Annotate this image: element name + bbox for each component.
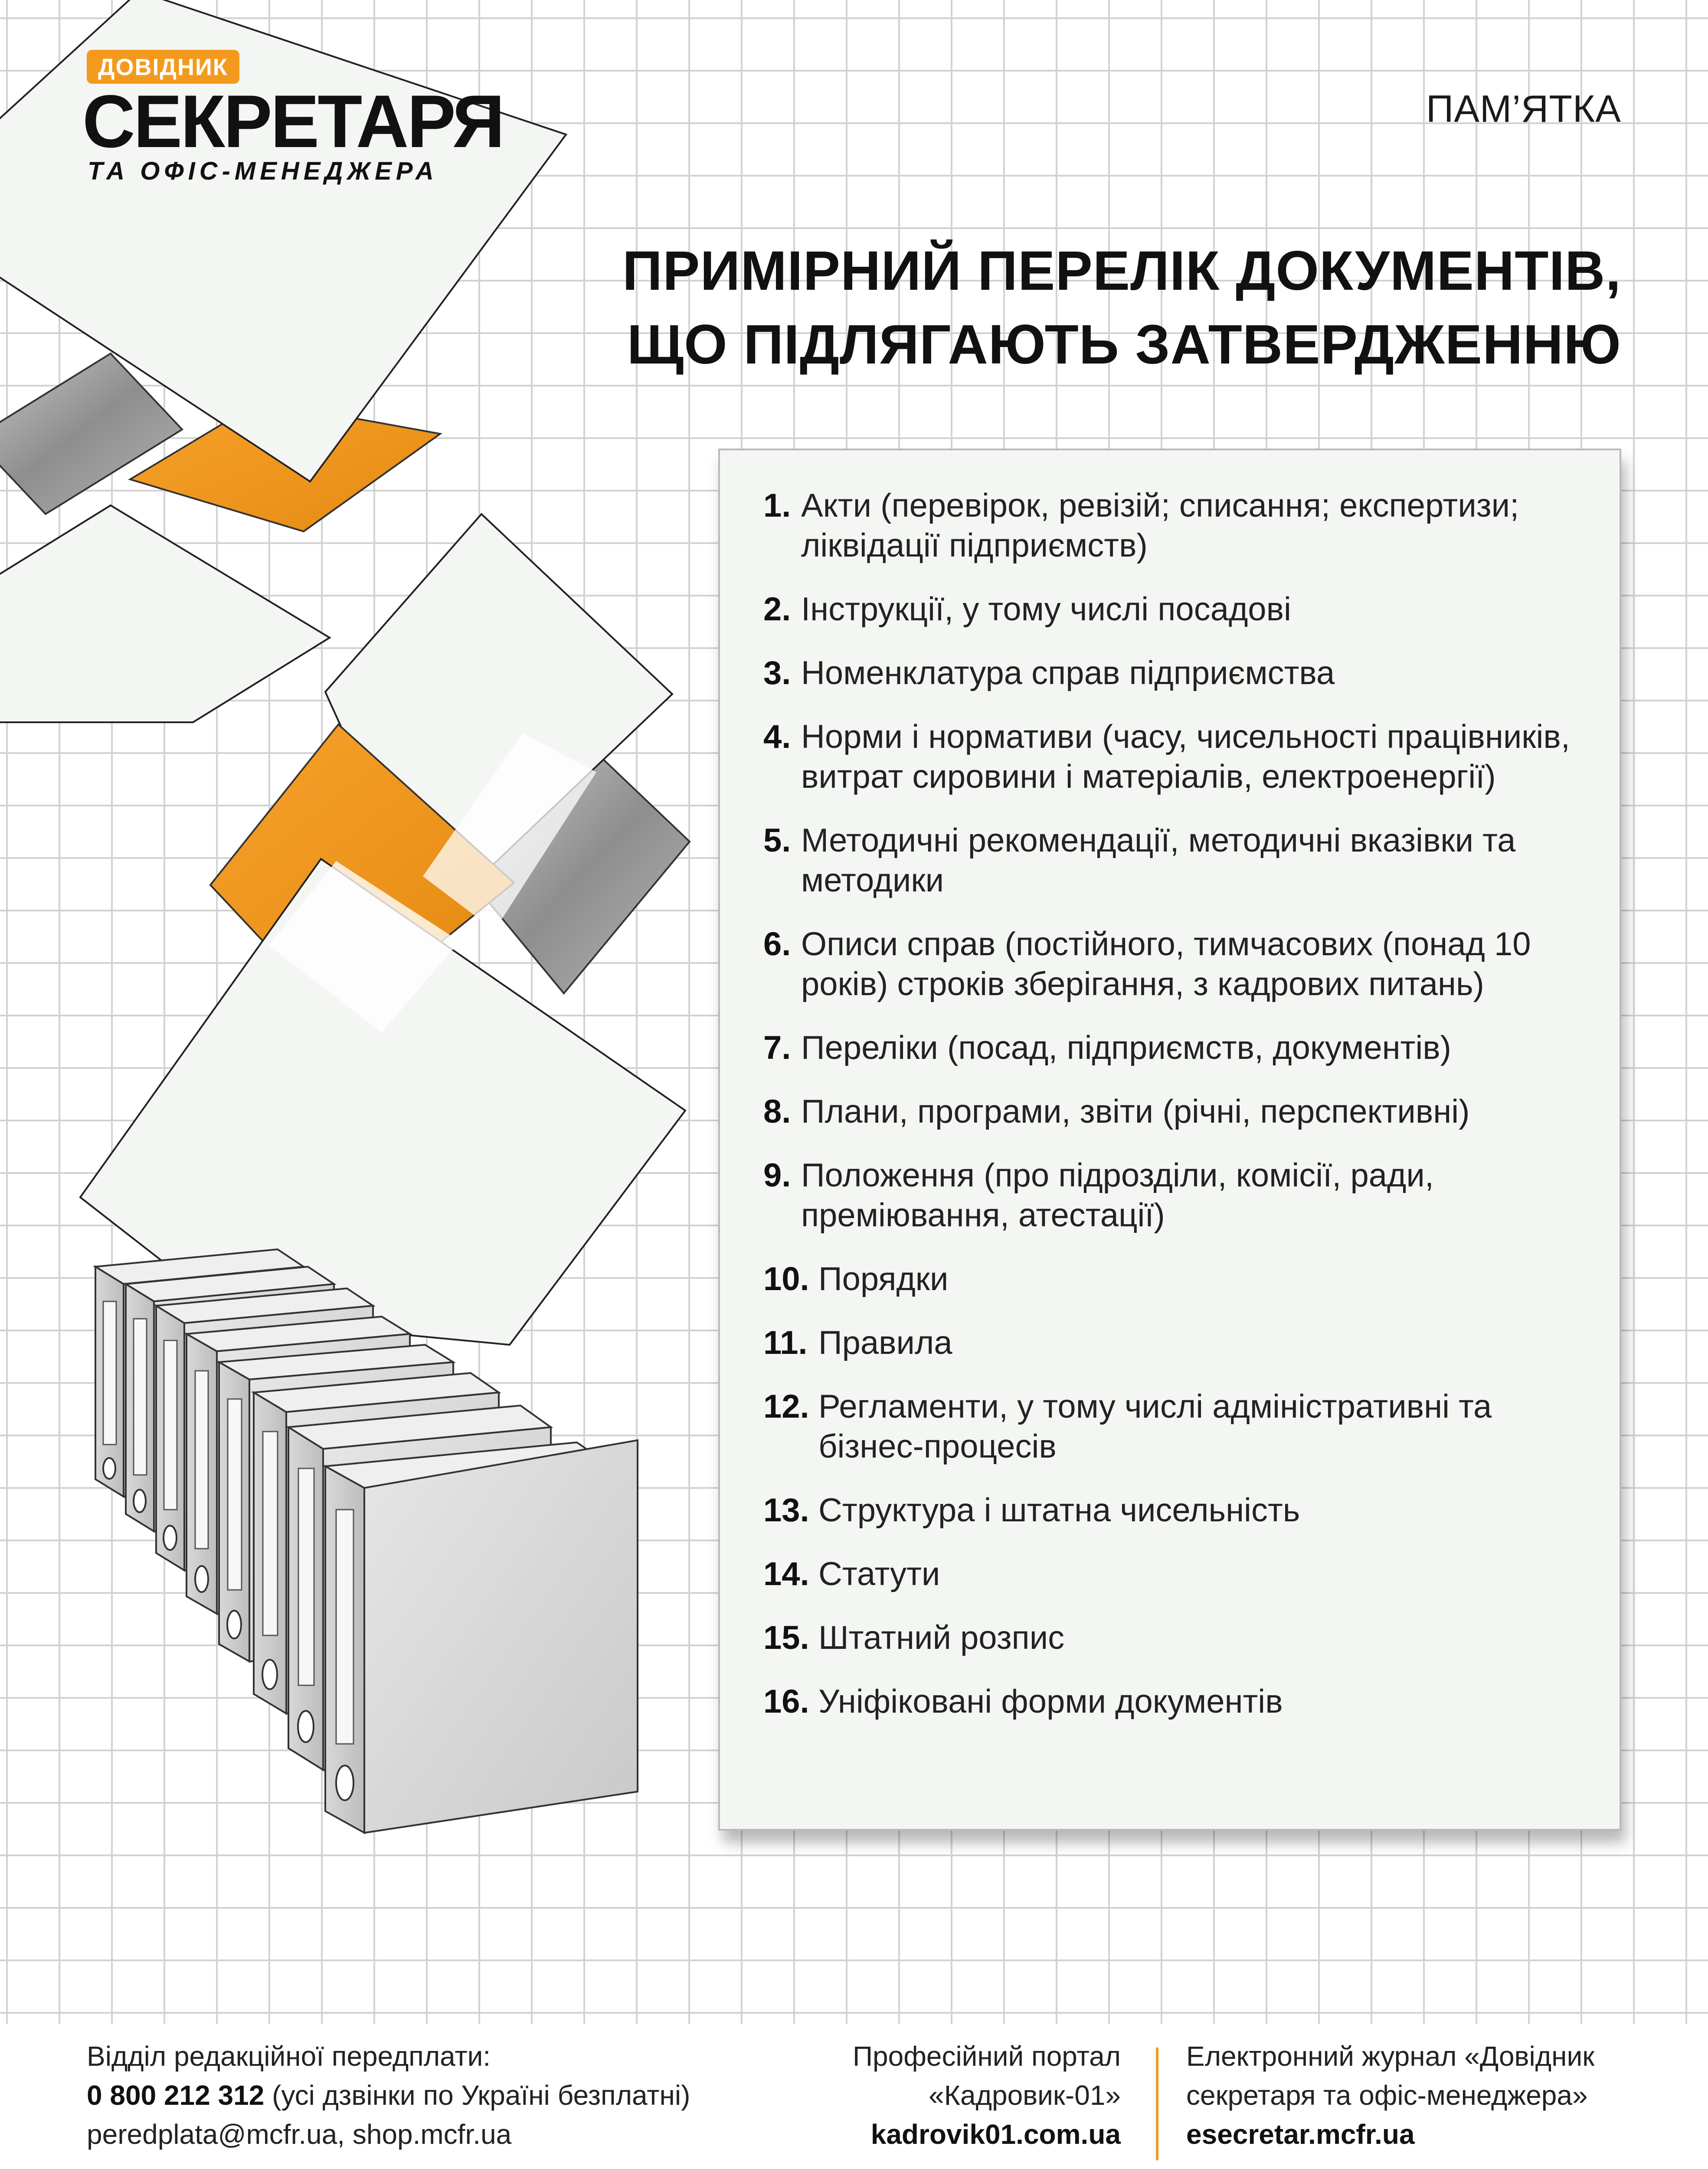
- item-text: Правила: [818, 1324, 952, 1361]
- item-number: 8.: [763, 1093, 791, 1130]
- item-text: Структура і штатна чисельність: [818, 1492, 1300, 1529]
- list-item: [763, 1491, 1600, 1530]
- item-text: Переліки (посад, підприємств, документів): [801, 1029, 1451, 1066]
- item-text: Плани, програми, звіти (річні, перспективні): [801, 1093, 1470, 1130]
- journal-name: секретаря та офіс-менеджера»: [1186, 2080, 1588, 2111]
- list-item: [763, 1259, 1600, 1299]
- list-item: [763, 821, 1600, 901]
- binder-row: [95, 1249, 638, 1833]
- logo-title: СЕКРЕТАРЯ: [82, 80, 504, 163]
- item-text: Інструкції, у тому числі посадові: [801, 591, 1291, 628]
- item-text: Описи справ (постійного, тимчасових (понад 10 років) строків зберігання, з кадрових питань): [801, 926, 1531, 1003]
- title-line-1: ПРИМІРНИЙ ПЕРЕЛІК ДОКУМЕНТІВ,: [622, 240, 1621, 302]
- item-text: Статути: [818, 1556, 940, 1592]
- document-list: [763, 486, 1600, 1746]
- portal-heading: Професійний портал: [853, 2041, 1121, 2072]
- portal-link[interactable]: kadrovik01.com.ua: [870, 2119, 1121, 2150]
- item-text: Акти (перевірок, ревізій; списання; експертизи; ліквідації підприємств): [801, 487, 1519, 564]
- item-number: 14.: [763, 1556, 809, 1592]
- item-number: 15.: [763, 1619, 809, 1656]
- subscription-links[interactable]: peredplata@mcfr.ua, shop.mcfr.ua: [87, 2119, 512, 2150]
- list-item: [763, 1387, 1600, 1467]
- light-tile-left: [0, 505, 330, 722]
- memo-label: ПАМ’ЯТКА: [1426, 87, 1621, 130]
- item-number: 3.: [763, 655, 791, 691]
- item-number: 6.: [763, 926, 791, 963]
- item-number: 9.: [763, 1157, 791, 1194]
- binder-front: [325, 1440, 638, 1833]
- page-title: [450, 234, 1621, 382]
- item-text: Норми і нормативи (часу, чисельності працівників, витрат сировини і матеріалів, електроенергії): [801, 718, 1570, 795]
- portal-info: [730, 2037, 1121, 2154]
- item-number: 4.: [763, 718, 791, 755]
- item-text: Положення (про підрозділи, комісії, ради, преміювання, атестації): [801, 1157, 1434, 1234]
- title-line-2: ЩО ПІДЛЯГАЮТЬ ЗАТВЕРДЖЕННЮ: [627, 314, 1621, 376]
- item-number: 10.: [763, 1261, 809, 1297]
- list-item: [763, 1554, 1600, 1594]
- list-item: [763, 924, 1600, 1004]
- footer: [0, 2024, 1708, 2169]
- list-item: [763, 1618, 1600, 1658]
- list-item: [763, 1323, 1600, 1363]
- item-number: 12.: [763, 1388, 809, 1425]
- list-item: [763, 1682, 1600, 1722]
- item-number: 16.: [763, 1683, 809, 1720]
- document-list-card: [718, 449, 1621, 1831]
- list-item: [763, 1156, 1600, 1235]
- footer-divider: [1156, 2048, 1158, 2160]
- item-text: Методичні рекомендації, методичні вказівки та методики: [801, 822, 1516, 899]
- list-item: [763, 590, 1600, 629]
- journal-info: [1186, 2037, 1642, 2154]
- logo-subtitle: ТА ОФІС-МЕНЕДЖЕРА: [88, 157, 438, 185]
- item-number: 11.: [763, 1324, 808, 1361]
- phone-note: (усі дзвінки по Україні безплатні): [264, 2080, 690, 2111]
- item-number: 5.: [763, 822, 791, 859]
- portal-name: «Кадровик-01»: [929, 2080, 1121, 2111]
- item-number: 7.: [763, 1029, 791, 1066]
- phone-number[interactable]: 0 800 212 312: [87, 2080, 265, 2111]
- item-number: 13.: [763, 1492, 809, 1529]
- list-item: [763, 486, 1600, 566]
- subscription-heading: Відділ редакційної передплати:: [87, 2041, 491, 2072]
- list-item: [763, 1092, 1600, 1132]
- item-text: Порядки: [818, 1261, 949, 1297]
- item-text: Номенклатура справ підприємства: [801, 655, 1335, 691]
- item-number: 2.: [763, 591, 791, 628]
- item-number: 1.: [763, 487, 791, 524]
- list-item: [763, 653, 1600, 693]
- item-text: Регламенти, у тому числі адміністративні та бізнес-процесів: [818, 1388, 1492, 1465]
- item-text: Уніфіковані форми документів: [818, 1683, 1283, 1720]
- list-item: [763, 717, 1600, 797]
- list-item: [763, 1028, 1600, 1068]
- journal-heading: Електронний журнал «Довідник: [1186, 2041, 1595, 2072]
- journal-link[interactable]: esecretar.mcfr.ua: [1186, 2119, 1415, 2150]
- magazine-logo[interactable]: [82, 50, 504, 189]
- logo-badge: ДОВІДНИК: [87, 50, 239, 84]
- item-text: Штатний розпис: [818, 1619, 1065, 1656]
